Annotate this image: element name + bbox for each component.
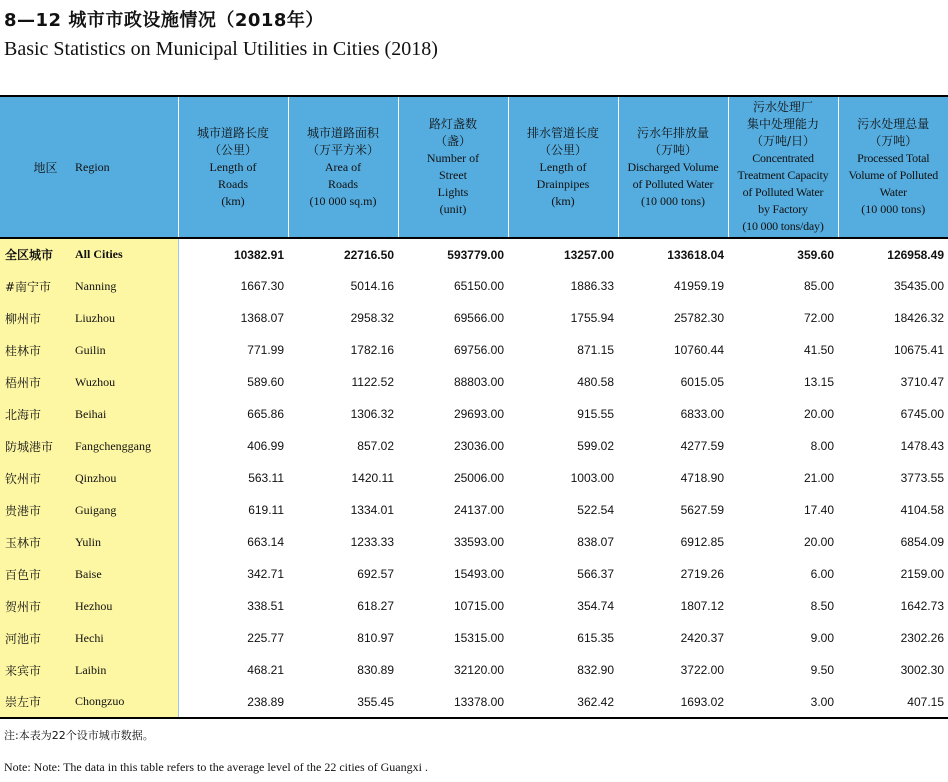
header-unit-en: (km) — [551, 193, 575, 208]
value-cell: 15493.00 — [398, 558, 508, 590]
value-cell: 665.86 — [178, 398, 288, 430]
value-cell: 1368.07 — [178, 302, 288, 334]
value-cell: 599.02 — [508, 430, 618, 462]
value-cell: 22716.50 — [288, 238, 398, 270]
region-name-en: Liuzhou — [75, 302, 178, 334]
table-row — [0, 622, 948, 654]
header-en: Processed Total — [857, 151, 930, 165]
value-cell: 338.51 — [178, 590, 288, 622]
value-cell: 25006.00 — [398, 462, 508, 494]
value-cell: 832.90 — [508, 654, 618, 686]
region-name-en: Hezhou — [75, 590, 178, 622]
table-row — [0, 334, 948, 366]
value-cell: 9.50 — [728, 654, 838, 686]
header-unit-cn: （盏） — [434, 134, 471, 148]
value-cell: 468.21 — [178, 654, 288, 686]
region-name-cn: 桂林市 — [0, 334, 75, 366]
value-cell: 3722.00 — [618, 654, 728, 686]
table-row — [0, 686, 948, 718]
value-cell: 6912.85 — [618, 526, 728, 558]
value-cell: 355.45 — [288, 686, 398, 718]
region-name-cn: 贵港市 — [0, 494, 75, 526]
value-cell: 1886.33 — [508, 270, 618, 302]
header-unit-cn: （万吨/日） — [750, 134, 816, 148]
treatment-capacity-header — [728, 96, 838, 238]
value-cell: 1478.43 — [838, 430, 948, 462]
value-cell: 1755.94 — [508, 302, 618, 334]
value-cell: 41959.19 — [618, 270, 728, 302]
region-name-en: Fangchenggang — [75, 430, 178, 462]
header-en: Street — [439, 168, 467, 182]
value-cell: 406.99 — [178, 430, 288, 462]
value-cell: 810.97 — [288, 622, 398, 654]
header-cn: 路灯盏数 — [428, 117, 477, 131]
value-cell: 407.15 — [838, 686, 948, 718]
header-en: of Polluted Water — [742, 185, 824, 199]
value-cell: 10675.41 — [838, 334, 948, 366]
header-unit-cn: （万吨） — [869, 134, 918, 148]
header-en: Length of — [539, 159, 587, 174]
header-cn: 排水管道长度 — [526, 125, 599, 140]
header-en: Discharged Volume — [627, 159, 719, 174]
value-cell: 1693.02 — [618, 686, 728, 718]
header-unit-cn: （公里） — [538, 142, 587, 157]
table-row — [0, 654, 948, 686]
value-cell: 6854.09 — [838, 526, 948, 558]
value-cell: 10715.00 — [398, 590, 508, 622]
footnote-en: Note: Note: The data in this table refers to the average level of the 22 cities of Guangxi . — [4, 760, 428, 774]
value-cell: 69756.00 — [398, 334, 508, 366]
value-cell: 618.27 — [288, 590, 398, 622]
value-cell: 563.11 — [178, 462, 288, 494]
value-cell: 1003.00 — [508, 462, 618, 494]
value-cell: 33593.00 — [398, 526, 508, 558]
value-cell: 1122.52 — [288, 366, 398, 398]
header-en: Treatment Capacity — [737, 168, 829, 182]
page-title-en: Basic Statistics on Municipal Utilities in Cities (2018) — [4, 38, 438, 60]
value-cell: 24137.00 — [398, 494, 508, 526]
header-en: Roads — [218, 176, 248, 191]
header-en: Drainpipes — [536, 176, 590, 191]
header-cn: 污水年排放量 — [636, 125, 709, 140]
value-cell: 8.50 — [728, 590, 838, 622]
value-cell: 17.40 — [728, 494, 838, 526]
value-cell: 238.89 — [178, 686, 288, 718]
header-unit-en: (10 000 tons/day) — [742, 219, 824, 233]
region-name-en: Guigang — [75, 494, 178, 526]
region-name-cn: 百色市 — [0, 558, 75, 590]
value-cell: 771.99 — [178, 334, 288, 366]
table-row — [0, 462, 948, 494]
header-cn: 城市道路面积 — [306, 125, 379, 140]
header-en: Length of — [209, 159, 257, 174]
header-en: Water — [879, 185, 907, 199]
value-cell: 871.15 — [508, 334, 618, 366]
value-cell: 6.00 — [728, 558, 838, 590]
value-cell: 3.00 — [728, 686, 838, 718]
table-row — [0, 494, 948, 526]
header-en: Volume of Polluted — [848, 168, 938, 182]
header-en: Lights — [437, 185, 469, 199]
region-name-en: Wuzhou — [75, 366, 178, 398]
region-name-cn: 贺州市 — [0, 590, 75, 622]
value-cell: 9.00 — [728, 622, 838, 654]
value-cell: 354.74 — [508, 590, 618, 622]
value-cell: 619.11 — [178, 494, 288, 526]
value-cell: 20.00 — [728, 398, 838, 430]
value-cell: 25782.30 — [618, 302, 728, 334]
region-name-en: Hechi — [75, 622, 178, 654]
value-cell: 566.37 — [508, 558, 618, 590]
value-cell: 5014.16 — [288, 270, 398, 302]
value-cell: 6833.00 — [618, 398, 728, 430]
value-cell: 1667.30 — [178, 270, 288, 302]
value-cell: 915.55 — [508, 398, 618, 430]
region-name-en: Baise — [75, 558, 178, 590]
value-cell: 10382.91 — [178, 238, 288, 270]
value-cell: 20.00 — [728, 526, 838, 558]
value-cell: 72.00 — [728, 302, 838, 334]
value-cell: 41.50 — [728, 334, 838, 366]
page-title-cn: 8—12 城市市政设施情况（2018年） — [4, 10, 324, 31]
value-cell: 3773.55 — [838, 462, 948, 494]
header-unit-cn: （万吨） — [648, 142, 697, 157]
road-area-header — [288, 96, 398, 238]
region-name-en: Nanning — [75, 270, 178, 302]
footnote-cn: 注:本表为22个设市城市数据。 — [4, 729, 154, 742]
value-cell: 3002.30 — [838, 654, 948, 686]
value-cell: 4718.90 — [618, 462, 728, 494]
value-cell: 2159.00 — [838, 558, 948, 590]
value-cell: 342.71 — [178, 558, 288, 590]
region-name-en: All Cities — [75, 238, 178, 270]
value-cell: 13257.00 — [508, 238, 618, 270]
value-cell: 85.00 — [728, 270, 838, 302]
value-cell: 3710.47 — [838, 366, 948, 398]
header-en: by Factory — [758, 202, 808, 216]
header-en: Roads — [328, 176, 358, 191]
region-name-cn: #南宁市 — [0, 270, 75, 302]
region-name-cn: 来宾市 — [0, 654, 75, 686]
value-cell: 1642.73 — [838, 590, 948, 622]
road-length-header — [178, 96, 288, 238]
region-name-cn: 河池市 — [0, 622, 75, 654]
value-cell: 6015.05 — [618, 366, 728, 398]
header-en: Number of — [426, 151, 480, 165]
header-unit-en: (10 000 tons) — [861, 202, 926, 216]
table-row — [0, 270, 948, 302]
region-name-cn: 防城港市 — [0, 430, 75, 462]
table-row — [0, 558, 948, 590]
header-unit-en: (km) — [221, 193, 245, 208]
value-cell: 838.07 — [508, 526, 618, 558]
value-cell: 133618.04 — [618, 238, 728, 270]
region-name-en: Chongzuo — [75, 686, 178, 718]
header-unit-en: (10 000 sq.m) — [309, 193, 377, 208]
value-cell: 593779.00 — [398, 238, 508, 270]
value-cell: 4277.59 — [618, 430, 728, 462]
header-unit-cn: （公里） — [208, 142, 257, 157]
value-cell: 1782.16 — [288, 334, 398, 366]
value-cell: 18426.32 — [838, 302, 948, 334]
table-row — [0, 302, 948, 334]
region-name-cn: 崇左市 — [0, 686, 75, 718]
value-cell: 830.89 — [288, 654, 398, 686]
table-row — [0, 366, 948, 398]
value-cell: 2719.26 — [618, 558, 728, 590]
region-en-header: Region — [75, 96, 178, 238]
value-cell: 13.15 — [728, 366, 838, 398]
value-cell: 8.00 — [728, 430, 838, 462]
table-row — [0, 398, 948, 430]
region-name-en: Beihai — [75, 398, 178, 430]
value-cell: 1306.32 — [288, 398, 398, 430]
table-header-row — [0, 96, 948, 238]
value-cell: 10760.44 — [618, 334, 728, 366]
table-row — [0, 590, 948, 622]
street-lights-header — [398, 96, 508, 238]
value-cell: 663.14 — [178, 526, 288, 558]
value-cell: 359.60 — [728, 238, 838, 270]
value-cell: 4104.58 — [838, 494, 948, 526]
value-cell: 15315.00 — [398, 622, 508, 654]
region-name-en: Guilin — [75, 334, 178, 366]
value-cell: 692.57 — [288, 558, 398, 590]
table-row — [0, 526, 948, 558]
value-cell: 88803.00 — [398, 366, 508, 398]
value-cell: 5627.59 — [618, 494, 728, 526]
value-cell: 480.58 — [508, 366, 618, 398]
table-row — [0, 430, 948, 462]
discharged-volume-header — [618, 96, 728, 238]
region-name-cn: 钦州市 — [0, 462, 75, 494]
value-cell: 1233.33 — [288, 526, 398, 558]
value-cell: 69566.00 — [398, 302, 508, 334]
region-name-cn: 梧州市 — [0, 366, 75, 398]
table-body — [0, 238, 948, 718]
header-cn: 城市道路长度 — [196, 125, 269, 140]
region-name-en: Yulin — [75, 526, 178, 558]
region-cn-header: 地区 — [0, 96, 75, 238]
region-name-cn: 北海市 — [0, 398, 75, 430]
region-name-cn: 全区城市 — [0, 238, 75, 270]
value-cell: 6745.00 — [838, 398, 948, 430]
value-cell: 23036.00 — [398, 430, 508, 462]
value-cell: 615.35 — [508, 622, 618, 654]
value-cell: 65150.00 — [398, 270, 508, 302]
header-unit-en: (unit) — [439, 202, 467, 216]
value-cell: 1807.12 — [618, 590, 728, 622]
value-cell: 126958.49 — [838, 238, 948, 270]
processed-volume-header — [838, 96, 948, 238]
value-cell: 522.54 — [508, 494, 618, 526]
value-cell: 857.02 — [288, 430, 398, 462]
header-en: of Polluted Water — [632, 176, 714, 191]
header-en: Concentrated — [752, 151, 814, 165]
value-cell: 1334.01 — [288, 494, 398, 526]
value-cell: 225.77 — [178, 622, 288, 654]
value-cell: 21.00 — [728, 462, 838, 494]
value-cell: 1420.11 — [288, 462, 398, 494]
value-cell: 362.42 — [508, 686, 618, 718]
value-cell: 13378.00 — [398, 686, 508, 718]
value-cell: 29693.00 — [398, 398, 508, 430]
header-cn: 集中处理能力 — [746, 117, 819, 131]
value-cell: 589.60 — [178, 366, 288, 398]
header-cn: 污水处理厂 — [752, 100, 813, 114]
value-cell: 2420.37 — [618, 622, 728, 654]
header-unit-en: (10 000 tons) — [641, 193, 705, 208]
header-en: Area of — [324, 159, 362, 174]
region-name-cn: 柳州市 — [0, 302, 75, 334]
region-name-en: Qinzhou — [75, 462, 178, 494]
statistics-table — [0, 95, 948, 719]
value-cell: 2302.26 — [838, 622, 948, 654]
value-cell: 35435.00 — [838, 270, 948, 302]
header-cn: 污水处理总量 — [857, 117, 930, 131]
value-cell: 32120.00 — [398, 654, 508, 686]
region-name-cn: 玉林市 — [0, 526, 75, 558]
region-name-en: Laibin — [75, 654, 178, 686]
header-unit-cn: （万平方米） — [306, 142, 379, 157]
drainpipes-header — [508, 96, 618, 238]
value-cell: 2958.32 — [288, 302, 398, 334]
table-total-row — [0, 238, 948, 270]
